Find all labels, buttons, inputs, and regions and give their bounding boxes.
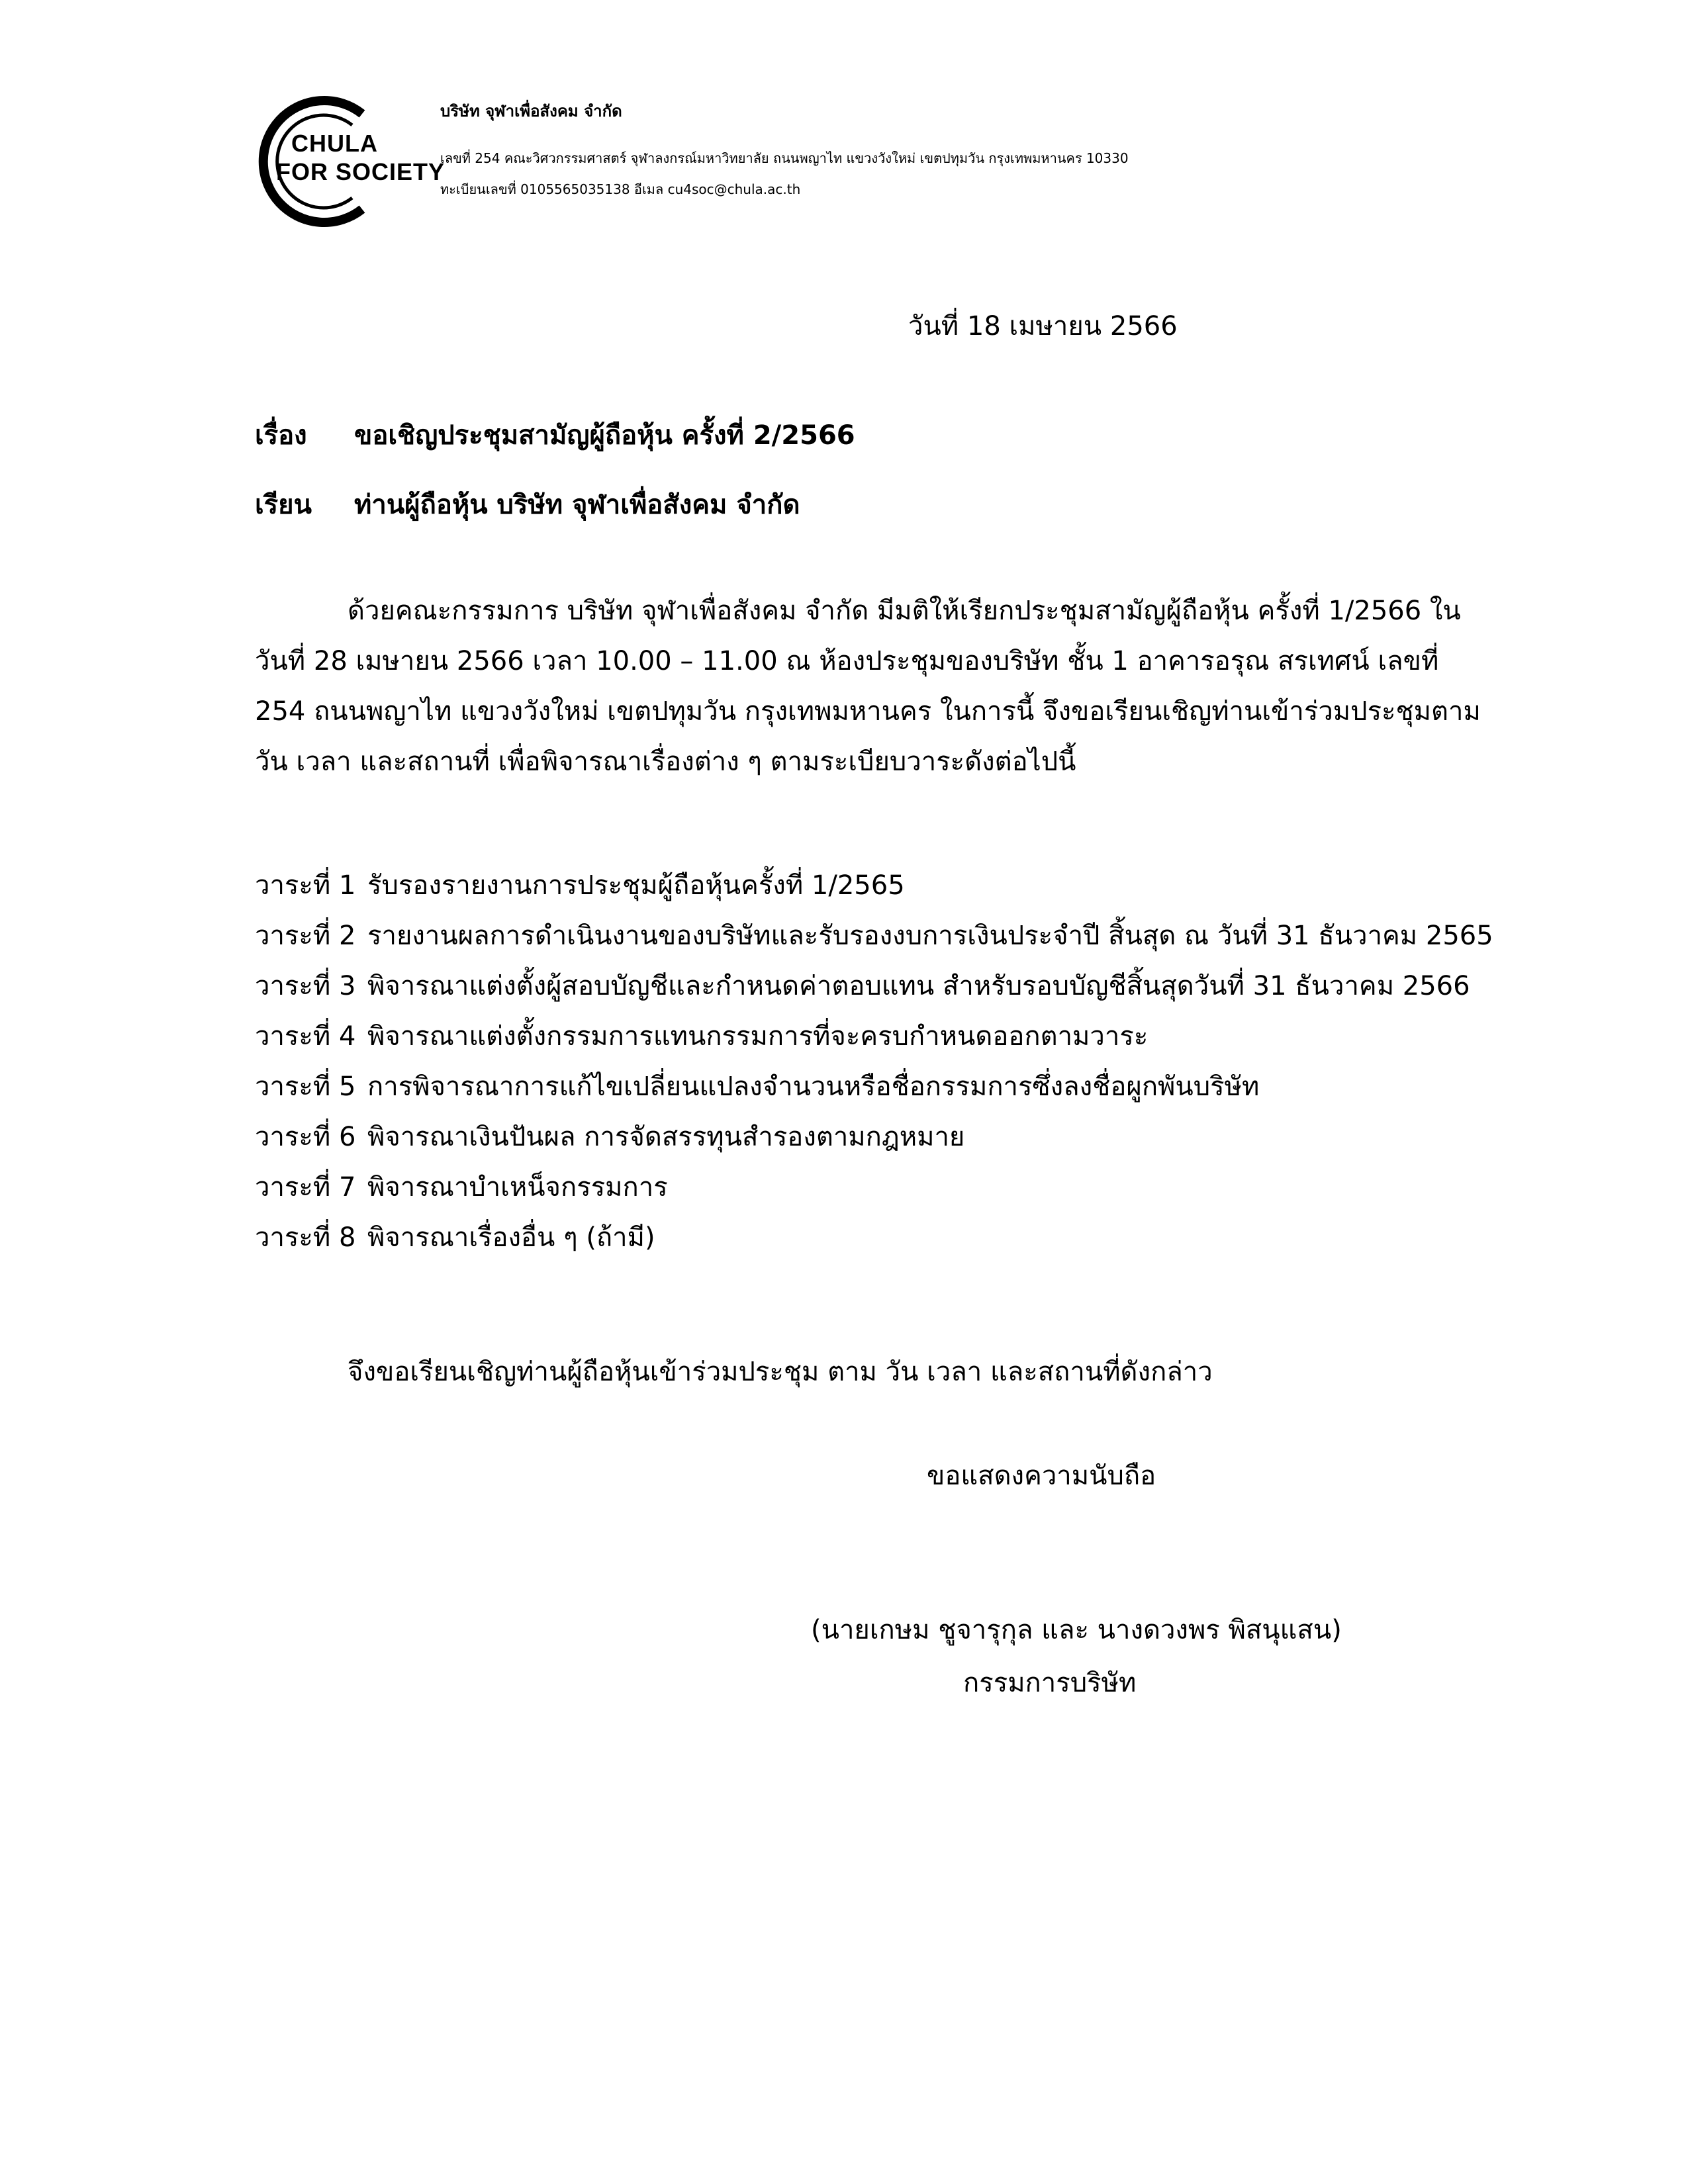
subject-label: เรื่อง [255, 420, 307, 451]
agenda-text: พิจารณาแต่งตั้งผู้สอบบัญชีและกำหนดค่าตอบแทน สำหรับรอบบัญชีสิ้นสุดวันที่ 31 ธันวาคม 2566 [367, 971, 1470, 1001]
paragraph-line: 254 ถนนพญาไท แขวงวังใหม่ เขตปทุมวัน กรุงเทพมหานคร ในการนี้ จึงขอเรียนเชิญท่านเข้าร่วมประชุมตาม [255, 696, 1481, 727]
subject-row [255, 410, 855, 461]
agenda-number: วาระที่ 1 [255, 870, 356, 901]
agenda-text: พิจารณาเงินปันผล การจัดสรรทุนสำรองตามกฎหมาย [367, 1122, 965, 1152]
agenda-number: วาระที่ 7 [255, 1172, 356, 1203]
company-logo [253, 95, 445, 228]
closing-sentence: จึงขอเรียนเชิญท่านผู้ถือหุ้นเข้าร่วมประชุม ตาม วัน เวลา และสถานที่ดังกล่าว [348, 1357, 1213, 1387]
paragraph-line: วัน เวลา และสถานที่ เพื่อพิจารณาเรื่องต่าง ๆ ตามระเบียบวาระดังต่อไปนี้ [255, 747, 1076, 777]
agenda-item [255, 1062, 1493, 1112]
agenda-number: วาระที่ 8 [255, 1222, 356, 1253]
letter-date: วันที่ 18 เมษายน 2566 [908, 311, 1178, 341]
regards-text: ขอแสดงความนับถือ [927, 1461, 1156, 1491]
paragraph-line: ด้วยคณะกรรมการ บริษัท จุฬาเพื่อสังคม จำกัด มีมติให้เรียกประชุมสามัญผู้ถือหุ้น ครั้งที่ 1/2566 ใน [348, 596, 1461, 626]
agenda-number: วาระที่ 3 [255, 971, 356, 1001]
company-name: บริษัท จุฬาเพื่อสังคม จำกัด [440, 102, 622, 120]
agenda-item [255, 911, 1493, 961]
subject-text: ขอเชิญประชุมสามัญผู้ถือหุ้น ครั้งที่ 2/2566 [354, 420, 855, 451]
recipient-row [255, 480, 800, 530]
signer-position: กรรมการบริษัท [963, 1668, 1137, 1698]
agenda-item [255, 1212, 1493, 1263]
paragraph-line: วันที่ 28 เมษายน 2566 เวลา 10.00 – 11.00 ณ ห้องประชุมของบริษัท ชั้น 1 อาคารอรุณ สรเทศน์ เลขที่ [255, 646, 1439, 676]
recipient-label: เรียน [255, 490, 312, 520]
company-address: เลขที่ 254 คณะวิศวกรรมศาสตร์ จุฬาลงกรณ์มหาวิทยาลัย ถนนพญาไท แขวงวังใหม่ เขตปทุมวัน กรุงเทพมหานคร 10330 [440, 150, 1129, 166]
agenda-list [255, 860, 1493, 1263]
agenda-number: วาระที่ 2 [255, 921, 356, 951]
body-paragraph [255, 586, 1481, 787]
company-registration: ทะเบียนเลขที่ 0105565035138 อีเมล cu4soc@chula.ac.th [440, 181, 801, 197]
agenda-item [255, 961, 1493, 1011]
agenda-item [255, 860, 1493, 911]
agenda-item [255, 1162, 1493, 1212]
agenda-text: รับรองรายงานการประชุมผู้ถือหุ้นครั้งที่ 1/2565 [367, 870, 905, 901]
logo-text-chula: CHULA [291, 130, 378, 157]
agenda-number: วาระที่ 5 [255, 1071, 356, 1102]
agenda-item [255, 1112, 1493, 1162]
recipient-text: ท่านผู้ถือหุ้น บริษัท จุฬาเพื่อสังคม จำกัด [354, 490, 800, 520]
agenda-text: พิจารณาแต่งตั้งกรรมการแทนกรรมการที่จะครบกำหนดออกตามวาระ [367, 1021, 1149, 1052]
agenda-text: พิจารณาเรื่องอื่น ๆ (ถ้ามี) [367, 1222, 655, 1253]
agenda-text: พิจารณาบำเหน็จกรรมการ [367, 1172, 668, 1203]
logo-text-for-society: FOR SOCIETY [276, 158, 445, 185]
agenda-text: รายงานผลการดำเนินงานของบริษัทและรับรองงบการเงินประจำปี สิ้นสุด ณ วันที่ 31 ธันวาคม 2565 [367, 921, 1493, 951]
agenda-item [255, 1011, 1493, 1062]
signer-names: (นายเกษม ชูจารุกุล และ นางดวงพร พิสนุแสน) [811, 1615, 1342, 1645]
agenda-number: วาระที่ 6 [255, 1122, 356, 1152]
agenda-number: วาระที่ 4 [255, 1021, 356, 1052]
agenda-text: การพิจารณาการแก้ไขเปลี่ยนแปลงจำนวนหรือชื่อกรรมการซึ่งลงชื่อผูกพันบริษัท [367, 1071, 1260, 1102]
